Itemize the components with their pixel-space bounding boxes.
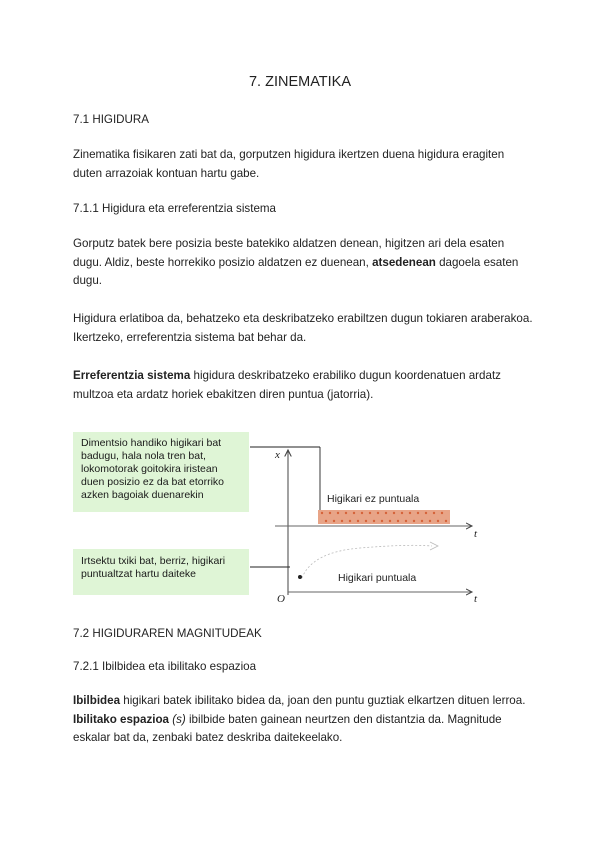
- callout1-line: azken bagoiak duenarekin: [81, 489, 204, 501]
- p5-text-2: ibilbide baten gainean neurtzen den distantzia da. Magnitude eskalar bat da, zenbaki batez deskriba daitekeelako.: [73, 712, 502, 744]
- p4-bold-term: Erreferentzia sistema: [73, 369, 191, 382]
- callout1-line: badugu, hala nola tren bat,: [81, 450, 206, 462]
- callout1-line: lokomotorak goitokira iristean: [81, 463, 218, 475]
- p4-text: higidura deskribatzeko erabiliko dugun koordenatuen ardatz multzoa eta ardatz horiek ebakitzen diren puntua (jatorria).: [73, 369, 501, 401]
- section-heading-7-2: 7.2 HIGIDURAREN MAGNITUDEAK: [73, 627, 262, 640]
- p2-text-a: Gorputz batek bere posizia beste batekiko aldatzen denean, higitzen ari dela esaten dugu. Aldiz, beste horrekiko posizio aldatzen ez duenean,: [73, 237, 505, 269]
- origin-label: O: [277, 593, 285, 605]
- p2-text-c: dagoela esaten dugu.: [73, 255, 519, 287]
- p5-bold-ibilitako-espazioa: Ibilitako espazioa: [73, 712, 169, 726]
- p2-bold-term: atsedenean: [372, 255, 436, 269]
- callout1-line: duen posizio ez da bat etorriko: [81, 476, 225, 488]
- callout2-line: Irtsektu txiki bat, berriz, higikari: [81, 555, 226, 567]
- section-heading-7-1: 7.1 HIGIDURA: [73, 113, 150, 126]
- callout-point-body: [73, 549, 249, 595]
- paragraph-intro: Zinematika fisikaren zati bat da, gorputzen higidura ikertzen duena higidura eragiten duten arrazoiak kontuan hartu gabe.: [73, 148, 505, 180]
- callout-extended-body: [73, 432, 249, 512]
- paragraph-motion-rest: [73, 235, 533, 291]
- p5-text-1: higikari batek ibilitako bidea da, joan den puntu guztiak elkartzen dituen lerroa.: [120, 694, 526, 707]
- axis-label-t-lower: t: [474, 593, 478, 605]
- label-point-body: Higikari puntuala: [338, 572, 417, 584]
- reference-system-diagram: [250, 436, 500, 608]
- p5-symbol-s: (s): [169, 712, 186, 726]
- p5-bold-ibilbidea: Ibilbidea: [73, 694, 121, 707]
- paragraph-trajectory-distance: [73, 692, 533, 748]
- point-body-dot: [298, 575, 302, 579]
- callout1-line: Dimentsio handiko higikari bat: [81, 437, 222, 449]
- page-title: 7. ZINEMATIKA: [248, 74, 352, 90]
- axis-label-t-upper: t: [474, 528, 478, 540]
- section-heading-7-1-1: 7.1.1 Higidura eta erreferentzia sistema: [73, 202, 276, 215]
- paragraph-relative-motion: Higidura erlatiboa da, behatzeko eta deskribatzeko erabiltzen dugun tokiaren araberakoa. Ikertzeko, erreferentzia sistema bat behar da.: [73, 312, 533, 344]
- axis-label-x: x: [275, 449, 280, 461]
- callout2-line: puntualtzat hartu daiteke: [81, 568, 196, 580]
- label-extended-body: Higikari ez puntuala: [327, 493, 420, 505]
- section-heading-7-2-1: 7.2.1 Ibilbidea eta ibilitako espazioa: [73, 660, 257, 673]
- paragraph-reference-system: [73, 367, 533, 404]
